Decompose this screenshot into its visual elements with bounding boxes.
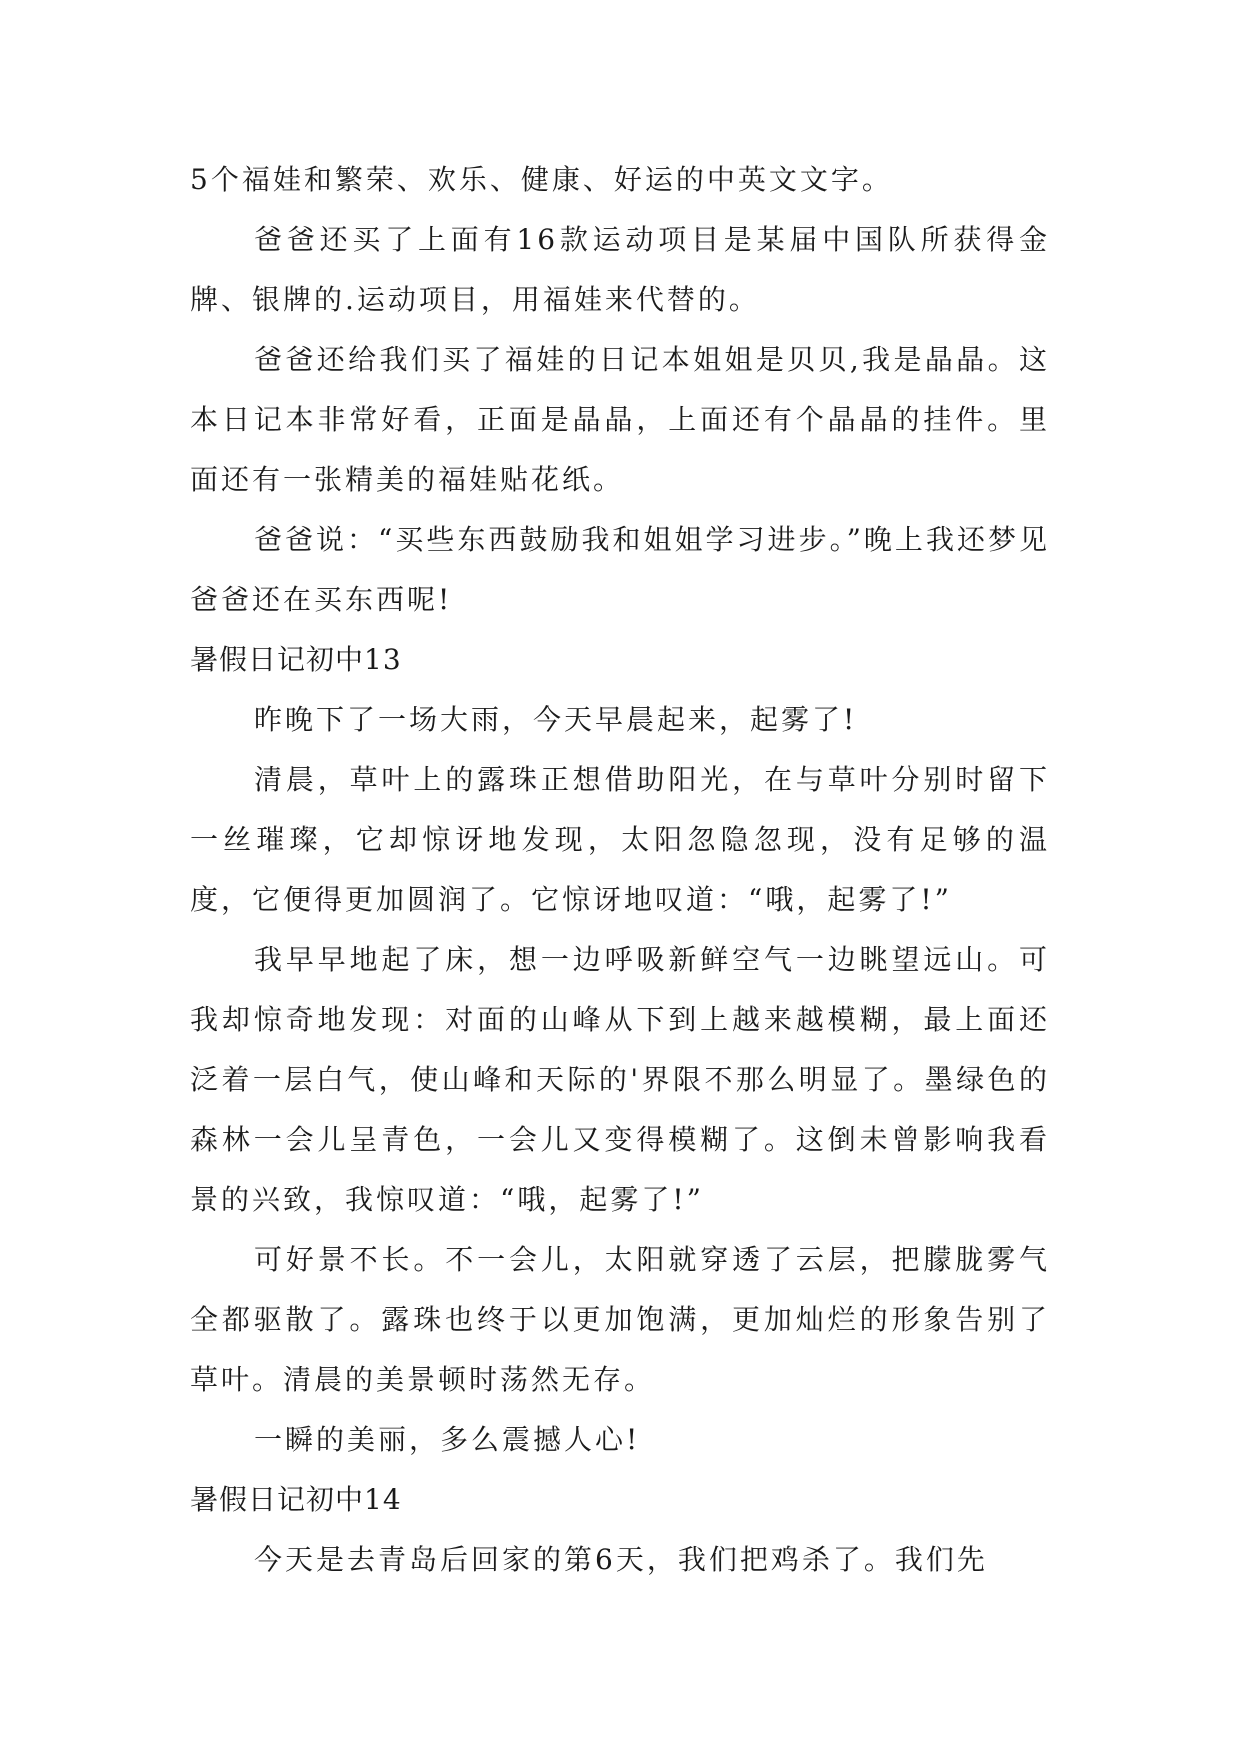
section-heading: 暑假日记初中13 xyxy=(190,643,402,676)
paragraph: 昨晚下了一场大雨，今天早晨起来，起雾了! xyxy=(254,703,858,736)
paragraph: 可好景不长。不一会儿，太阳就穿透了云层，把朦胧雾气全都驱散了。露珠也终于以更加饱满，更加灿烂的形象告别了草叶。清晨的美景顿时荡然无存。 xyxy=(190,1243,1050,1396)
paragraph: 一瞬的美丽，多么震撼人心! xyxy=(254,1423,641,1456)
paragraph: 我早早地起了床，想一边呼吸新鲜空气一边眺望远山。可我却惊奇地发现：对面的山峰从下到上越来越模糊，最上面还泛着一层白气，使山峰和天际的'界限不那么明显了。墨绿色的森林一会儿呈青色，一会儿又变得模糊了。这倒未曾影响我看景的兴致，我惊叹道：“哦，起雾了!” xyxy=(190,943,1050,1216)
section-heading: 暑假日记初中14 xyxy=(190,1483,402,1516)
paragraph: 爸爸还买了上面有16款运动项目是某届中国队所获得金牌、银牌的.运动项目，用福娃来代替的。 xyxy=(190,223,1050,316)
paragraph: 爸爸还给我们买了福娃的日记本姐姐是贝贝,我是晶晶。这本日记本非常好看，正面是晶晶，上面还有个晶晶的挂件。里面还有一张精美的福娃贴花纸。 xyxy=(190,343,1050,496)
paragraph: 清晨，草叶上的露珠正想借助阳光，在与草叶分别时留下一丝璀璨，它却惊讶地发现，太阳忽隐忽现，没有足够的温度，它便得更加圆润了。它惊讶地叹道：“哦，起雾了!” xyxy=(190,763,1050,916)
paragraph: 今天是去青岛后回家的第6天，我们把鸡杀了。我们先 xyxy=(254,1543,988,1576)
document-body xyxy=(190,150,1050,1590)
paragraph: 爸爸说：“买些东西鼓励我和姐姐学习进步。”晚上我还梦见爸爸还在买东西呢! xyxy=(190,523,1050,616)
paragraph: 5个福娃和繁荣、欢乐、健康、好运的中英文文字。 xyxy=(190,163,893,196)
